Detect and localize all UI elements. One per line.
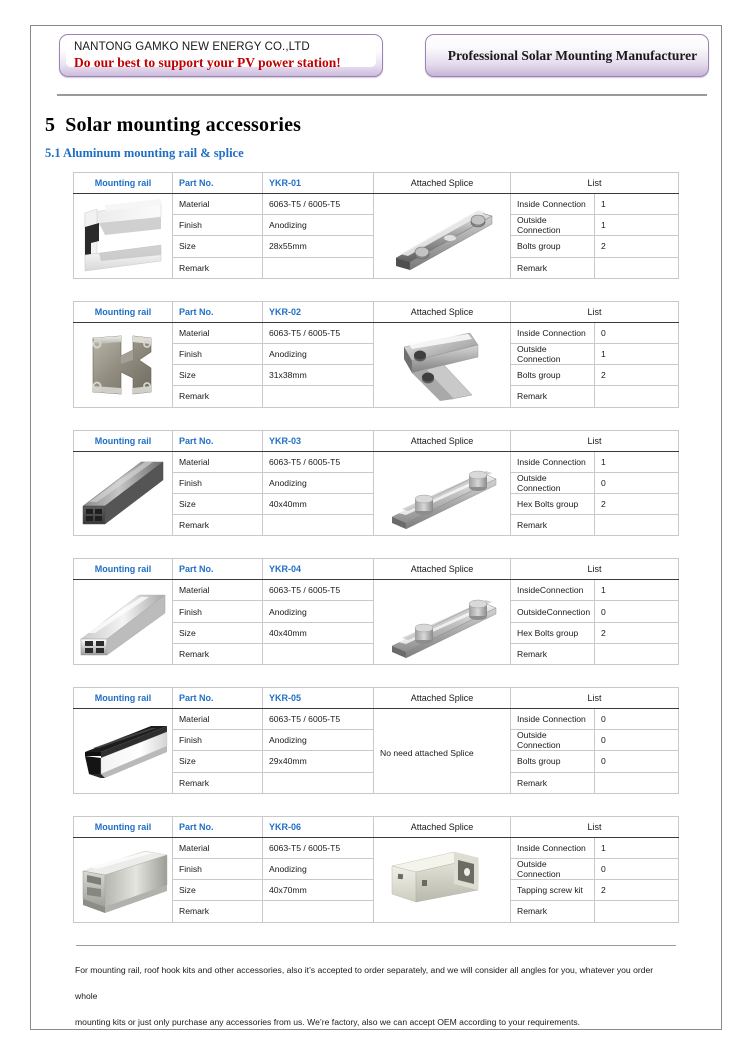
header-mounting-rail: Mounting rail (74, 430, 173, 451)
list-item-label: Outside Connection (511, 858, 595, 879)
spec-label: Size (173, 493, 263, 514)
list-item-label: Hex Bolts group (511, 493, 595, 514)
spec-label: Material (173, 837, 263, 858)
spec-label: Remark (173, 386, 263, 407)
rail-image-cell (74, 322, 173, 407)
list-item-label: Inside Connection (511, 709, 595, 730)
header-part-no-label: Part No. (173, 816, 263, 837)
rail-c-channel-white-image (75, 197, 171, 275)
rail-image-cell (74, 709, 173, 794)
splice-image-cell (374, 322, 511, 407)
list-item-qty: 2 (595, 880, 679, 901)
header-part-no-label: Part No. (173, 173, 263, 194)
splice-flat-bar-bolts-image (378, 196, 506, 276)
header-part-no-value: YKR-05 (263, 688, 374, 709)
list-item-label: Remark (511, 643, 595, 664)
spec-value: 29x40mm (263, 751, 374, 772)
section-number: 5 (45, 114, 56, 136)
header-part-no-label: Part No. (173, 430, 263, 451)
header-attached-splice: Attached Splice (374, 430, 511, 451)
splice-image-cell (374, 837, 511, 922)
section-title: Solar mounting accessories (65, 114, 302, 136)
list-item-label: InsideConnection (511, 580, 595, 601)
list-item-label: Inside Connection (511, 194, 595, 215)
splice-angled-clip-image (378, 325, 506, 405)
header-mounting-rail: Mounting rail (74, 559, 173, 580)
spec-value: 6063-T5 / 6005-T5 (263, 322, 374, 343)
list-item-label: Remark (511, 386, 595, 407)
list-item-qty (595, 643, 679, 664)
spec-label: Finish (173, 730, 263, 751)
table-header-row (74, 301, 679, 322)
spec-value: 40x40mm (263, 622, 374, 643)
list-item-qty: 1 (595, 580, 679, 601)
spec-label: Material (173, 194, 263, 215)
spec-label: Finish (173, 343, 263, 364)
header-mounting-rail: Mounting rail (74, 173, 173, 194)
list-item-qty: 1 (595, 343, 679, 364)
list-item-qty: 1 (595, 215, 679, 236)
header-mounting-rail: Mounting rail (74, 816, 173, 837)
list-item-qty: 0 (595, 709, 679, 730)
list-item-qty: 1 (595, 837, 679, 858)
footer-line-1: For mounting rail, roof hook kits and other accessories, also it’s accepted to order separately, and we will consider all angles for you, whatever you order whole (75, 964, 654, 1001)
spec-value (263, 643, 374, 664)
rail-square-dark-image (75, 454, 171, 532)
list-item-qty (595, 772, 679, 793)
header-part-no-label: Part No. (173, 301, 263, 322)
list-item-qty (595, 901, 679, 922)
spec-value (263, 772, 374, 793)
list-item-qty: 0 (595, 858, 679, 879)
header-part-no-value: YKR-01 (263, 173, 374, 194)
spec-value: 6063-T5 / 6005-T5 (263, 580, 374, 601)
list-item-label: Inside Connection (511, 322, 595, 343)
header-mounting-rail: Mounting rail (74, 688, 173, 709)
header-part-no-value: YKR-06 (263, 816, 374, 837)
spec-value: 6063-T5 / 6005-T5 (263, 194, 374, 215)
list-item-qty: 2 (595, 622, 679, 643)
splice-rail-with-two-bolts-image (378, 453, 506, 533)
spec-value (263, 515, 374, 536)
list-item-qty (595, 386, 679, 407)
spec-value: 6063-T5 / 6005-T5 (263, 837, 374, 858)
spec-value: 40x70mm (263, 880, 374, 901)
spec-label: Finish (173, 858, 263, 879)
list-item-qty (595, 515, 679, 536)
product-table (73, 816, 679, 923)
footer-note (75, 957, 677, 1035)
header-list: List (511, 301, 679, 322)
company-name: NANTONG GAMKO NEW ENERGY CO.,LTD (74, 41, 310, 53)
splice-hollow-tube-image (378, 840, 506, 920)
spec-label: Material (173, 709, 263, 730)
spec-value (263, 901, 374, 922)
spec-label: Finish (173, 472, 263, 493)
spec-label: Material (173, 580, 263, 601)
rail-h-profile-image (75, 326, 171, 404)
table-row (74, 580, 679, 601)
list-item-label: Remark (511, 772, 595, 793)
list-item-label: Bolts group (511, 365, 595, 386)
header-list: List (511, 688, 679, 709)
list-item-label: Outside Connection (511, 215, 595, 236)
header-part-no-value: YKR-04 (263, 559, 374, 580)
header-list: List (511, 430, 679, 451)
list-item-label: Bolts group (511, 751, 595, 772)
list-item-label: Bolts group (511, 236, 595, 257)
list-item-label: Tapping screw kit (511, 880, 595, 901)
list-item-qty: 2 (595, 493, 679, 514)
rail-square-bright-image (75, 583, 171, 661)
list-item-qty: 1 (595, 451, 679, 472)
spec-value: Anodizing (263, 343, 374, 364)
spec-label: Remark (173, 901, 263, 922)
spec-value: 28x55mm (263, 236, 374, 257)
table-header-row (74, 173, 679, 194)
header-mounting-rail: Mounting rail (74, 301, 173, 322)
splice-image-cell (374, 194, 511, 279)
spec-value: Anodizing (263, 215, 374, 236)
spec-label: Size (173, 365, 263, 386)
document-page (30, 25, 722, 1030)
spec-label: Remark (173, 257, 263, 278)
product-table (73, 687, 679, 794)
spec-label: Size (173, 751, 263, 772)
spec-label: Material (173, 451, 263, 472)
list-item-label: Remark (511, 257, 595, 278)
table-row (74, 194, 679, 215)
splice-rail-with-two-bolts-image (378, 582, 506, 662)
footer-divider (76, 945, 676, 946)
list-item-qty: 0 (595, 322, 679, 343)
rail-image-cell (74, 837, 173, 922)
tagline-banner (425, 34, 709, 77)
splice-image-cell (374, 451, 511, 536)
list-item-qty: 0 (595, 472, 679, 493)
header-list: List (511, 816, 679, 837)
header-attached-splice: Attached Splice (374, 688, 511, 709)
spec-label: Finish (173, 215, 263, 236)
spec-label: Remark (173, 772, 263, 793)
list-item-label: Hex Bolts group (511, 622, 595, 643)
list-item-qty: 0 (595, 730, 679, 751)
table-row (74, 451, 679, 472)
header-list: List (511, 559, 679, 580)
list-item-qty (595, 257, 679, 278)
page-header (43, 34, 709, 92)
table-header-row (74, 816, 679, 837)
header-list: List (511, 173, 679, 194)
spec-value (263, 257, 374, 278)
spec-label: Material (173, 322, 263, 343)
spec-label: Size (173, 622, 263, 643)
list-item-qty: 2 (595, 365, 679, 386)
rail-image-cell (74, 580, 173, 665)
subsection-title: 5.1 Aluminum mounting rail & splice (45, 146, 244, 160)
list-item-qty: 0 (595, 751, 679, 772)
list-item-label: Outside Connection (511, 472, 595, 493)
header-attached-splice: Attached Splice (374, 301, 511, 322)
rail-image-cell (74, 451, 173, 536)
footer-line-2: mounting kits or just only purchase any accessories from us. We’re factory, also we can accept OEM according to your requirements. (75, 1016, 581, 1027)
rail-black-top-white-image (75, 712, 171, 790)
spec-label: Size (173, 236, 263, 257)
header-part-no-label: Part No. (173, 559, 263, 580)
list-item-qty: 1 (595, 194, 679, 215)
product-table (73, 172, 679, 279)
splice-note-cell (374, 709, 511, 794)
header-part-no-value: YKR-03 (263, 430, 374, 451)
spec-label: Finish (173, 601, 263, 622)
spec-value: Anodizing (263, 601, 374, 622)
table-header-row (74, 559, 679, 580)
header-attached-splice: Attached Splice (374, 816, 511, 837)
spec-value: 6063-T5 / 6005-T5 (263, 709, 374, 730)
splice-image-cell (374, 580, 511, 665)
list-item-label: Inside Connection (511, 837, 595, 858)
spec-label: Remark (173, 643, 263, 664)
tagline-text: Professional Solar Mounting Manufacturer (447, 47, 698, 63)
company-slogan: Do our best to support your PV power station! (74, 55, 341, 70)
table-header-row (74, 688, 679, 709)
header-part-no-value: YKR-02 (263, 301, 374, 322)
list-item-label: Remark (511, 515, 595, 536)
header-attached-splice: Attached Splice (374, 559, 511, 580)
table-header-row (74, 430, 679, 451)
list-item-label: OutsideConnection (511, 601, 595, 622)
rail-wide-grey-beam-image (75, 841, 171, 919)
spec-value: 31x38mm (263, 365, 374, 386)
header-part-no-label: Part No. (173, 688, 263, 709)
spec-value: Anodizing (263, 858, 374, 879)
company-banner (59, 34, 383, 77)
product-table (73, 558, 679, 665)
list-item-label: Remark (511, 901, 595, 922)
spec-value: 6063-T5 / 6005-T5 (263, 451, 374, 472)
spec-label: Remark (173, 515, 263, 536)
spec-label: Size (173, 880, 263, 901)
list-item-label: Outside Connection (511, 343, 595, 364)
list-item-qty: 2 (595, 236, 679, 257)
list-item-label: Inside Connection (511, 451, 595, 472)
rail-image-cell (74, 194, 173, 279)
table-row (74, 837, 679, 858)
header-divider (57, 94, 707, 96)
table-row (74, 709, 679, 730)
spec-value (263, 386, 374, 407)
spec-value: 40x40mm (263, 493, 374, 514)
spec-value: Anodizing (263, 730, 374, 751)
splice-note: No need attached Splice (380, 748, 474, 759)
product-table (73, 301, 679, 408)
product-tables (31, 172, 721, 923)
table-row (74, 322, 679, 343)
list-item-qty: 0 (595, 601, 679, 622)
spec-value: Anodizing (263, 472, 374, 493)
header-attached-splice: Attached Splice (374, 173, 511, 194)
page-title (45, 114, 721, 137)
list-item-label: Outside Connection (511, 730, 595, 751)
product-table (73, 430, 679, 537)
